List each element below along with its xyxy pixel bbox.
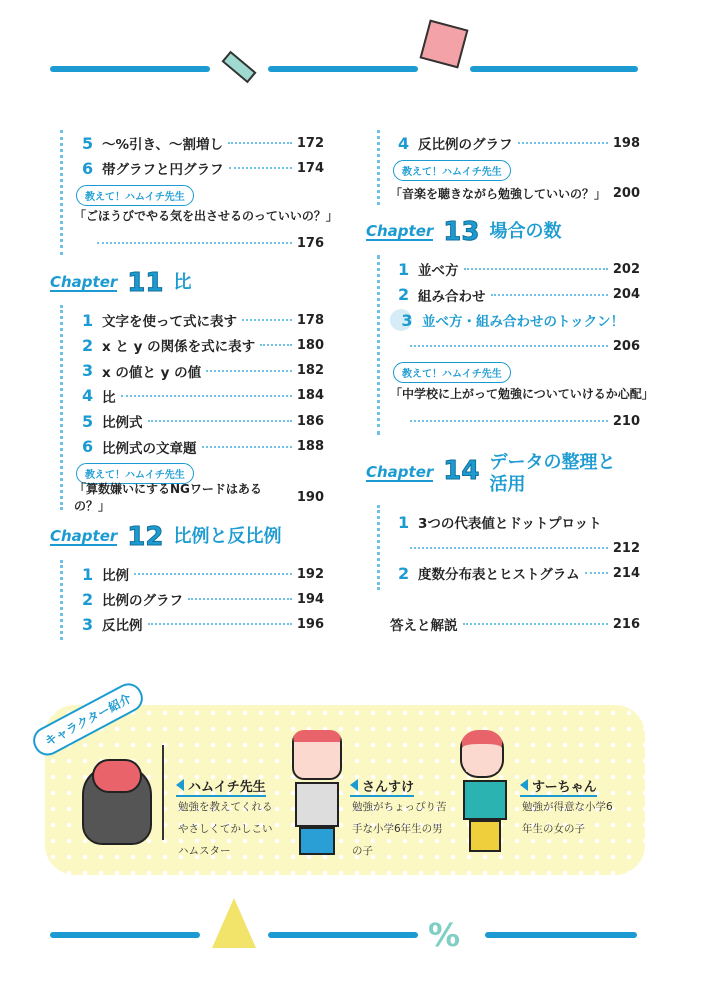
leader-dots	[148, 420, 292, 422]
toc-item[interactable]	[398, 512, 602, 532]
page-number: 206	[612, 338, 640, 354]
sensei-badge: 教えて！ハムイチ先生	[393, 362, 511, 383]
item-number: 2	[398, 563, 410, 583]
cube-icon	[420, 20, 469, 69]
chapter-number: 12	[127, 522, 164, 552]
right-dots-1	[377, 130, 380, 205]
item-title: 帯グラフと円グラフ	[102, 162, 224, 178]
item-title: 比例式の文章題	[102, 440, 197, 457]
page-number: 178	[296, 312, 324, 328]
item-number: 6	[82, 437, 94, 456]
character-description: 勉強がちょっぴり苦手な小学6年生の男の子	[352, 801, 447, 857]
item-title: 組み合わせ	[418, 288, 486, 305]
page-number: 172	[296, 135, 324, 151]
chapter-label: Chapter	[50, 273, 118, 291]
item-number: 6	[82, 158, 94, 178]
item-title: 度数分布表とヒストグラム	[418, 567, 580, 583]
leader-dots	[410, 420, 608, 422]
toc-item[interactable]	[82, 614, 324, 634]
page-number: 180	[296, 337, 324, 353]
toc-item[interactable]	[82, 437, 324, 457]
item-number: 5	[82, 133, 94, 153]
item-title: 答えと解説	[390, 618, 458, 634]
toc-item[interactable]	[82, 361, 324, 381]
leader-dots	[518, 142, 608, 144]
item-title: 反比例のグラフ	[418, 137, 513, 153]
item-number: 3	[82, 361, 94, 381]
sensei-badge: 教えて！ハムイチ先生	[393, 160, 511, 181]
item-number: 1	[82, 310, 94, 330]
chapter-number: 14	[443, 456, 480, 486]
item-number: 1	[82, 564, 94, 584]
leader-dots	[585, 572, 608, 574]
sensei-badge: 教えて！ハムイチ先生	[76, 185, 194, 206]
toc-item[interactable]	[398, 259, 640, 279]
column-quote[interactable]: 「ごほうびでやる気を出させるのっていいの？」	[74, 209, 338, 223]
leader-dots	[463, 623, 608, 625]
item-number: 1	[398, 259, 410, 279]
character-name: ハムイチ先生	[176, 776, 266, 797]
chapter-number: 11	[127, 268, 164, 298]
item-title: x の値と y の値	[102, 364, 202, 381]
top-rule-right	[470, 66, 638, 72]
chapter-label: Chapter	[366, 463, 434, 481]
item-title: 比例式	[102, 415, 143, 432]
item-title: x と y の関係を式に表す	[102, 339, 256, 356]
chapter-label: Chapter	[50, 527, 118, 545]
chapter-title-line: 活用	[489, 474, 526, 495]
item-number: 4	[82, 386, 94, 406]
toc-item-highlighted[interactable]	[395, 310, 624, 330]
toc-item-continuation[interactable]	[92, 233, 324, 253]
chapter-title: 比	[173, 272, 192, 293]
toc-item[interactable]	[82, 386, 324, 406]
page-number: 194	[296, 591, 324, 607]
page-number: 176	[296, 235, 324, 251]
page-number: 192	[296, 566, 324, 582]
toc-item[interactable]	[398, 563, 640, 583]
page-number: 184	[296, 388, 324, 404]
percent-icon: %	[428, 916, 461, 954]
toc-item[interactable]	[398, 285, 640, 305]
leader-dots	[134, 573, 292, 575]
character-name: さんすけ	[350, 776, 414, 797]
pointer-stick-icon	[162, 745, 164, 840]
leader-dots	[229, 167, 292, 169]
item-number: 2	[398, 285, 410, 304]
page-number: 216	[612, 616, 640, 632]
page-number: 200	[612, 185, 640, 201]
item-title: 比例	[102, 568, 129, 584]
quote-text: 「音楽を聴きながら勉強していいの？」	[390, 186, 607, 201]
item-title: ～%引き、～割増し	[102, 137, 223, 153]
character-name: すーちゃん	[520, 776, 597, 797]
column-quote[interactable]	[74, 482, 324, 513]
page-number: 214	[612, 565, 640, 581]
right-dots-3	[377, 505, 380, 590]
toc-item-continuation[interactable]	[405, 336, 640, 356]
toc-item-continuation[interactable]	[405, 538, 640, 558]
toc-item[interactable]	[82, 310, 324, 330]
chapter-12-heading[interactable]	[50, 522, 281, 552]
item-title: 3つの代表値とドットプロット	[418, 516, 602, 532]
quote-text: 「算数嫌いにするNGワードはあるの？」	[74, 482, 262, 513]
top-rule-mid	[268, 66, 418, 72]
item-number: 3	[82, 614, 94, 634]
triangle-ruler-icon	[212, 898, 256, 948]
leader-dots	[242, 319, 292, 321]
item-title: 並べ方・組み合わせのトックン！	[422, 314, 625, 330]
item-number: 3	[401, 310, 413, 330]
item-number: 1	[398, 512, 410, 532]
leader-dots	[228, 142, 292, 144]
left-dots-2	[60, 305, 63, 510]
leader-dots	[260, 344, 292, 346]
leader-dots	[464, 268, 608, 270]
bottom-rule-mid	[268, 932, 418, 938]
character-description: 勉強を教えてくれるやさしくてかしこいハムスター	[178, 801, 273, 857]
hamster-illustration	[82, 765, 152, 845]
page-number: 182	[296, 363, 324, 379]
leader-dots	[206, 370, 292, 372]
page-number: 210	[612, 413, 640, 429]
toc-item[interactable]	[82, 411, 324, 431]
sensei-badge: 教えて！ハムイチ先生	[76, 463, 194, 484]
toc-item[interactable]	[82, 564, 324, 584]
leader-dots	[148, 623, 292, 625]
character-description: 勉強が得意な小学6年生の女の子	[522, 801, 613, 835]
item-number: 2	[82, 335, 94, 355]
suchan-illustration	[460, 730, 510, 860]
leader-dots	[121, 395, 292, 397]
item-title: 反比例	[102, 618, 143, 634]
toc-item[interactable]	[82, 133, 324, 153]
item-title: 文字を使って式に表す	[102, 314, 237, 330]
page-number: 198	[612, 135, 640, 151]
page-number: 202	[612, 261, 640, 277]
left-dots-1	[60, 130, 63, 255]
chapter-11-heading[interactable]	[50, 268, 191, 298]
page-number: 196	[296, 616, 324, 632]
item-title: 比	[102, 389, 116, 406]
sansuke-illustration	[292, 730, 342, 860]
toc-item[interactable]	[82, 335, 324, 355]
page-number: 188	[296, 439, 324, 454]
toc-item[interactable]	[398, 133, 640, 153]
bottom-rule-left	[50, 932, 200, 938]
bottom-rule-right	[485, 932, 637, 938]
chapter-title-line: データの整理と	[489, 452, 616, 473]
leader-dots	[491, 294, 608, 296]
chapter-13-heading[interactable]	[366, 217, 561, 247]
left-dots-3	[60, 560, 63, 640]
top-rule-left	[50, 66, 210, 72]
toc-item[interactable]	[82, 589, 324, 609]
item-number: 2	[82, 589, 94, 609]
eraser-icon	[221, 51, 256, 84]
chapter-title	[489, 452, 615, 496]
leader-dots	[188, 598, 292, 600]
page-number: 204	[612, 287, 640, 302]
leader-dots	[202, 446, 292, 448]
column-quote[interactable]	[390, 183, 640, 203]
leader-dots	[410, 547, 608, 549]
chapter-title: 比例と反比例	[173, 526, 282, 547]
toc-answers[interactable]	[390, 614, 640, 634]
chapter-title: 場合の数	[489, 221, 562, 242]
toc-item-continuation[interactable]	[405, 411, 640, 431]
chapter-label: Chapter	[366, 222, 434, 240]
page-number: 174	[296, 160, 324, 176]
item-number: 5	[82, 411, 94, 431]
page-number: 212	[612, 540, 640, 556]
leader-dots	[97, 242, 292, 244]
toc-item[interactable]	[82, 158, 324, 178]
leader-dots	[410, 345, 608, 347]
item-number: 4	[398, 133, 410, 153]
character-intro-tag: キャラクター紹介	[28, 679, 147, 761]
chapter-14-heading[interactable]	[366, 452, 615, 496]
chapter-number: 13	[443, 217, 480, 247]
item-title: 並べ方	[418, 263, 459, 279]
right-dots-2	[377, 255, 380, 435]
page-number: 190	[296, 489, 324, 505]
item-title: 比例のグラフ	[102, 593, 183, 609]
page-number: 186	[296, 413, 324, 429]
column-quote[interactable]: 「中学校に上がって勉強についていけるか心配」	[390, 387, 654, 401]
